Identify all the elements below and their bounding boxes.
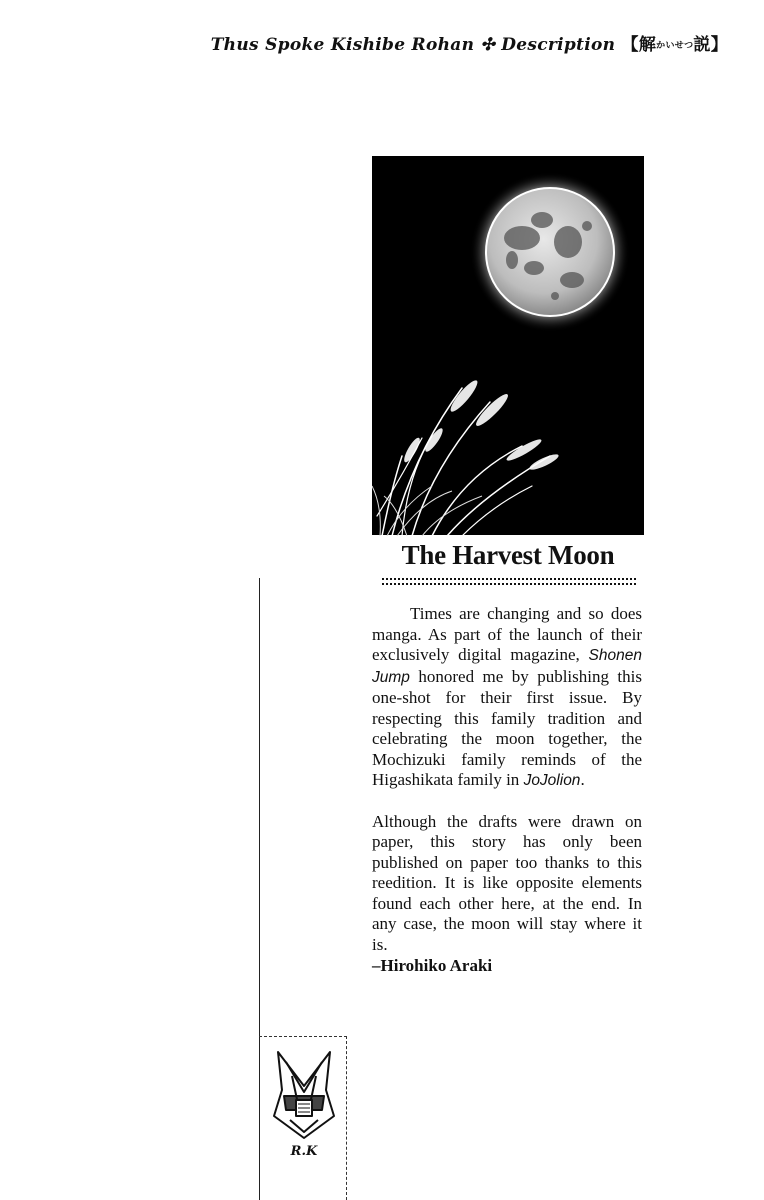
author-signature: –Hirohiko Araki bbox=[372, 956, 493, 975]
furigana: かいせつ bbox=[656, 41, 694, 51]
paragraph-2: Although the drafts were drawn on paper, this story has only been published on paper too thanks to this reedition. It is like opposite elements found each other here, at the end. In any case, the moon will stay where it is. bbox=[372, 811, 642, 954]
crest-emblem-icon bbox=[270, 1046, 338, 1146]
title-underline bbox=[382, 578, 636, 585]
article-title: The Harvest Moon bbox=[401, 540, 615, 570]
crest-box-right-border bbox=[346, 1036, 347, 1200]
article-body bbox=[372, 604, 642, 975]
crest-label: R.K bbox=[290, 1144, 318, 1159]
bracket-open: 【 bbox=[621, 35, 639, 55]
harvest-moon-illustration bbox=[372, 156, 644, 536]
magazine-name: Shonen Jump bbox=[372, 647, 642, 686]
kanji-setsu: 説 bbox=[693, 35, 711, 55]
paragraph-1: Times are changing and so does manga. As part of the launch of their exclusively digital magazine, Shonen Jump honored me by publishing this one-shot for their first issue. By respecting this family tradition and celebrating the moon together, the Mochizuki family reminds of the Higashikata family in JoJolion. bbox=[372, 604, 642, 789]
bracket-close: 】 bbox=[710, 35, 728, 55]
series-name: JoJolion bbox=[523, 772, 581, 789]
separator-glyph: ✣ bbox=[480, 35, 496, 55]
crest-box-top-border bbox=[259, 1036, 347, 1037]
kanji-kai: 解 bbox=[638, 35, 657, 55]
moon bbox=[486, 188, 614, 316]
page-header bbox=[211, 30, 728, 55]
margin-rule bbox=[259, 578, 260, 1200]
moon-and-grass-drawing bbox=[372, 156, 644, 536]
series-title: Thus Spoke Kishibe Rohan bbox=[210, 35, 475, 55]
section-label: Description bbox=[501, 35, 616, 55]
